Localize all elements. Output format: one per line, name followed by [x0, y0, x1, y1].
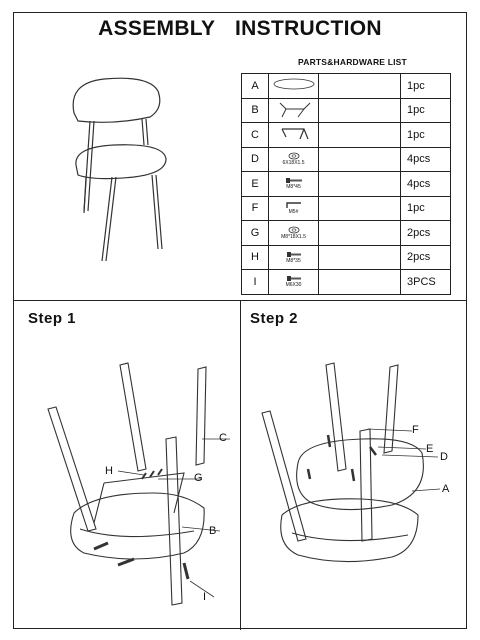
callout-d: D: [440, 451, 448, 463]
part-letter: C: [242, 123, 269, 148]
part-letter: G: [242, 221, 269, 246]
part-letter: E: [242, 172, 269, 197]
bolt-icon: [286, 275, 302, 282]
callout-i: I: [203, 591, 207, 603]
part-qty: 4pcs: [401, 147, 451, 172]
table-row: [242, 98, 451, 123]
table-row: [242, 74, 451, 99]
page-title: ASSEMBLY INSTRUCTION: [98, 17, 382, 40]
allen-key-icon: [285, 201, 303, 209]
parts-table: [241, 73, 451, 295]
part-qty: 1pc: [401, 123, 451, 148]
callout-e: E: [426, 443, 434, 455]
part-letter: D: [242, 147, 269, 172]
part-qty: 1pc: [401, 74, 451, 99]
table-row: [242, 196, 451, 221]
table-row: [242, 245, 451, 270]
step-2-diagram: [242, 343, 466, 623]
rear-frame-icon: [274, 99, 314, 119]
seat-pad-icon: [272, 77, 316, 91]
table-row: [242, 123, 451, 148]
part-letter: A: [242, 74, 269, 99]
table-row: [242, 147, 451, 172]
table-row: [242, 172, 451, 197]
step-divider: [240, 300, 241, 630]
callout-a: A: [442, 483, 450, 495]
callout-c: C: [219, 432, 227, 444]
part-letter: B: [242, 98, 269, 123]
part-qty: 1pc: [401, 98, 451, 123]
washer-icon: [288, 152, 300, 160]
front-frame-icon: [274, 123, 314, 143]
callout-b: B: [209, 525, 217, 537]
part-qty: 4pcs: [401, 172, 451, 197]
part-letter: F: [242, 196, 269, 221]
part-spec: M6X30: [285, 282, 302, 289]
bolt-icon: [285, 177, 303, 184]
step-1-title: Step 1: [28, 310, 77, 327]
part-spec: 6X18X1.5: [282, 160, 305, 167]
part-qty: 3PCS: [401, 270, 451, 295]
part-spec: M8*35: [286, 257, 301, 264]
chair-illustration: [54, 73, 194, 273]
part-spec: M5#: [288, 209, 299, 216]
instruction-sheet: [13, 12, 467, 629]
step-2-title: Step 2: [250, 310, 299, 327]
part-qty: 1pc: [401, 196, 451, 221]
part-letter: I: [242, 270, 269, 295]
step-1-diagram: [34, 343, 240, 623]
callout-f: F: [412, 424, 419, 436]
washer-icon: [288, 226, 300, 234]
callout-g: G: [194, 472, 203, 484]
part-qty: 2pcs: [401, 245, 451, 270]
part-spec: M8*18X1.5: [281, 233, 306, 240]
part-letter: H: [242, 245, 269, 270]
callout-h: H: [105, 465, 113, 477]
part-qty: 2pcs: [401, 221, 451, 246]
part-spec: M8*45: [286, 184, 301, 191]
table-row: [242, 221, 451, 246]
table-row: [242, 270, 451, 295]
parts-list-heading: PARTS&HARDWARE LIST: [298, 57, 407, 67]
bolt-icon: [286, 251, 302, 258]
